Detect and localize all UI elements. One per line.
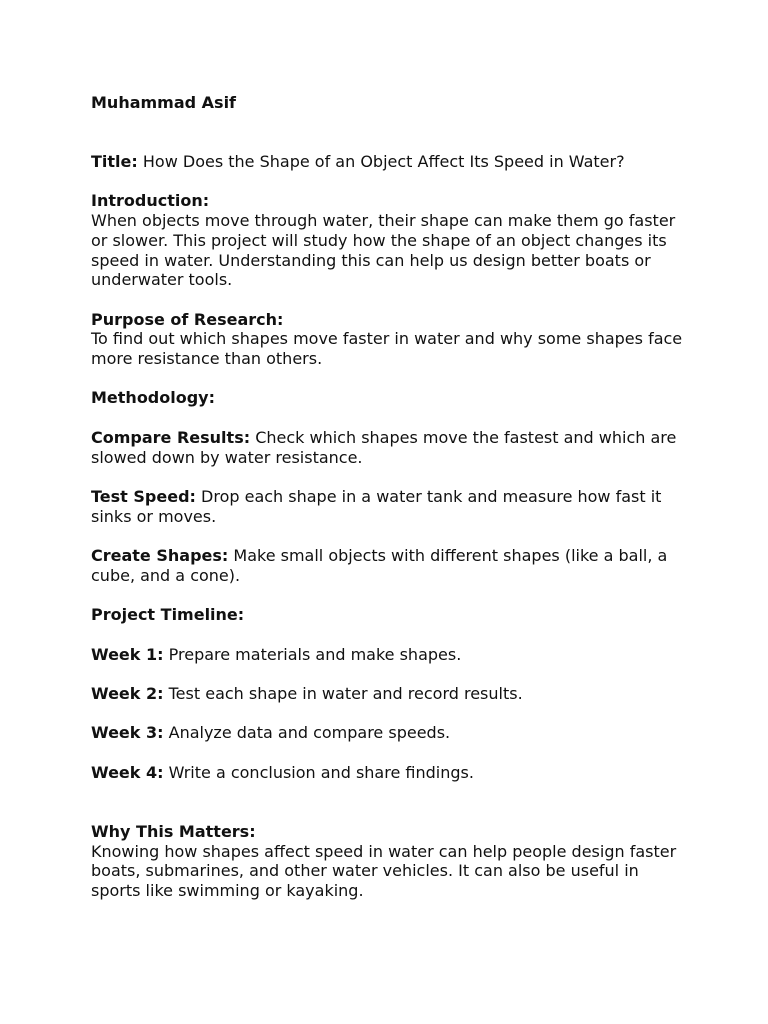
methodology-item-text: Make small objects with different shapes (like a ball, a cube, and a cone). (91, 546, 668, 585)
document-body (91, 93, 691, 901)
week-text: Prepare materials and make shapes. (168, 644, 462, 664)
methodology-item (91, 546, 691, 585)
methodology-item-label: Create Shapes: (91, 546, 229, 566)
timeline-heading: Project Timeline: (91, 605, 245, 625)
introduction-text: When objects move through water, their shape can make them go faster or slower. This project will study how the shape of an object changes its speed in water. Understanding this can help us design better boats or underwater tools. (91, 211, 676, 290)
week-text: Test each shape in water and record results. (168, 683, 523, 703)
methodology-heading: Methodology: (91, 388, 216, 408)
week-text: Write a conclusion and share findings. (168, 762, 474, 782)
methodology-item-text: Drop each shape in a water tank and measure how fast it sinks or moves. (91, 486, 662, 526)
author-name: Muhammad Asif (91, 93, 237, 112)
methodology-item-label: Test Speed: (91, 486, 196, 506)
week-label: Week 4: (91, 762, 164, 782)
title-line (91, 152, 691, 172)
purpose-text: To find out which shapes move faster in water and why some shapes face more resistance than others. (91, 329, 683, 369)
timeline-week (91, 645, 691, 665)
week-text: Analyze data and compare speeds. (168, 723, 451, 743)
timeline-week (91, 763, 691, 783)
why-heading: Why This Matters: (91, 821, 256, 841)
timeline-week (91, 684, 691, 704)
methodology-item (91, 428, 691, 467)
week-label: Week 1: (91, 644, 164, 664)
methodology-item-text: Check which shapes move the fastest and which are slowed down by water resistance. (91, 427, 677, 467)
title-text: How Does the Shape of an Object Affect Its Speed in Water? (142, 152, 625, 172)
methodology-item-label: Compare Results: (91, 427, 251, 447)
introduction-heading: Introduction: (91, 191, 210, 211)
week-label: Week 3: (91, 723, 164, 743)
purpose-heading: Purpose of Research: (91, 309, 284, 329)
why-text: Knowing how shapes affect speed in water can help people design faster boats, submarines, and other water vehicles. It can also be useful in sports like swimming or kayaking. (91, 841, 677, 900)
timeline-week (91, 723, 691, 743)
methodology-item (91, 487, 691, 526)
week-label: Week 2: (91, 683, 164, 703)
title-label: Title: (91, 152, 138, 172)
